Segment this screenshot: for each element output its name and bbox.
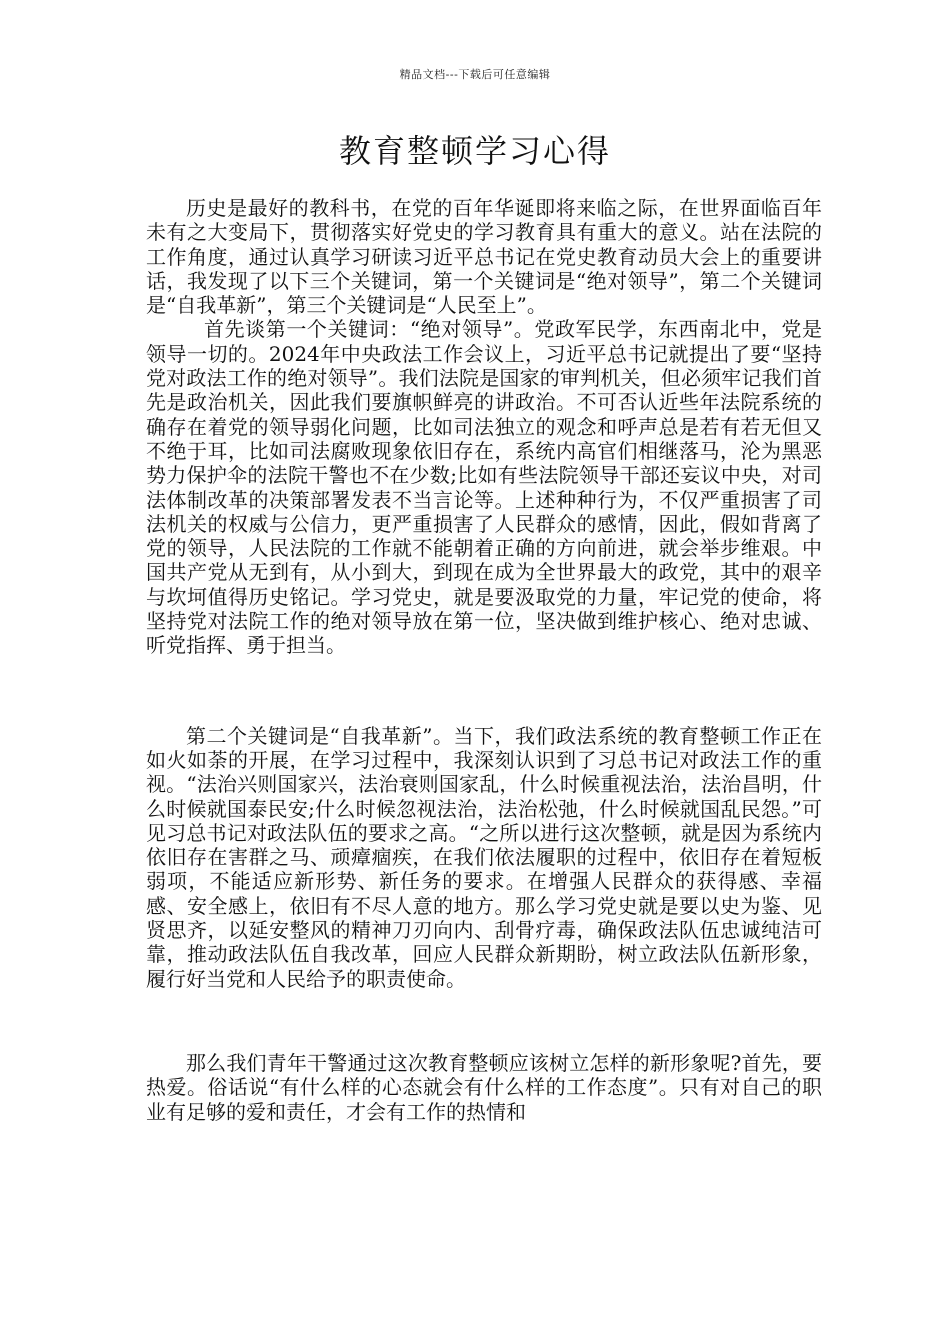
paragraph-gap [146, 991, 822, 1051]
paragraph-absolute-leadership: 首先谈第一个关键词：“绝对领导”。党政军民学，东西南北中，党是领导一切的。2024年中央政法工作会议上，习近平总书记就提出了要“坚持党对政法工作的绝对领导”。我们法院是国家的审判机关，但必须牢记我们首先是政治机关，因此我们要旗帜鲜亮的讲政治。不可否认近些年法院系统的确存在着党的领导弱化问题，比如司法独立的观念和呼声总是若有若无但又不绝于耳，比如司法腐败现象依旧存在，系统内高官们相继落马，沦为黑恶势力保护伞的法院干警也不在少数;比如有些法院领导干部还妄议中央，对司法体制改革的决策部署发表不当言论等。上述种种行为，不仅严重损害了司法机关的权威与公信力，更严重损害了人民群众的感情，因此，假如背离了党的领导，人民法院的工作就不能朝着正确的方向前进，就会举步维艰。中国共产党从无到有，从小到大，到现在成为全世界最大的政党，其中的艰辛与坎坷值得历史铭记。学习党史，就是要汲取党的力量，牢记党的使命，将坚持党对法院工作的绝对领导放在第一位，坚决做到维护核心、绝对忠诚、听党指挥、勇于担当。 [146, 317, 822, 658]
paragraph-self-reform: 第二个关键词是“自我革新”。当下，我们政法系统的教育整顿工作正在如火如荼的开展，在学习过程中，我深刻认识到了习总书记对政法工作的重视。“法治兴则国家兴，法治衰则国家乱，什么时候重视法治，法治昌明，什么时候就国泰民安;什么时候忽视法治，法治松弛，什么时候就国乱民怨。”可见习总书记对政法队伍的要求之高。“之所以进行这次整顿，就是因为系统内依旧存在害群之马、顽瘴痼疾，在我们依法履职的过程中，依旧存在着短板弱项，不能适应新形势、新任务的要求。在增强人民群众的获得感、幸福感、安全感上，依旧有不尽人意的地方。那么学习党史就是要以史为鉴、见贤思齐，以延安整风的精神刀刃向内、刮骨疗毒，确保政法队伍忠诚纯洁可靠，推动政法队伍自我改革，回应人民群众新期盼，树立政法队伍新形象，履行好当党和人民给予的职责使命。 [146, 723, 822, 991]
page-title: 教育整顿学习心得 [338, 132, 611, 170]
document-body [146, 196, 822, 1124]
paragraph-new-image: 那么我们青年干警通过这次教育整顿应该树立怎样的新形象呢?首先，要热爱。俗话说“有什么样的心态就会有什么样的工作态度”。只有对自己的职业有足够的爱和责任，才会有工作的热情和 [146, 1050, 822, 1124]
header-note: 精品文档---下载后可任意编辑 [399, 68, 551, 81]
paragraph-gap [146, 658, 822, 724]
paragraph-intro: 历史是最好的教科书，在党的百年华诞即将来临之际，在世界面临百年未有之大变局下，贯彻落实好党史的学习教育具有重大的意义。站在法院的工作角度，通过认真学习研读习近平总书记在党史教育动员大会上的重要讲话，我发现了以下三个关键词，第一个关键词是“绝对领导”，第二个关键词是“自我革新”，第三个关键词是“人民至上”。 [146, 196, 822, 318]
